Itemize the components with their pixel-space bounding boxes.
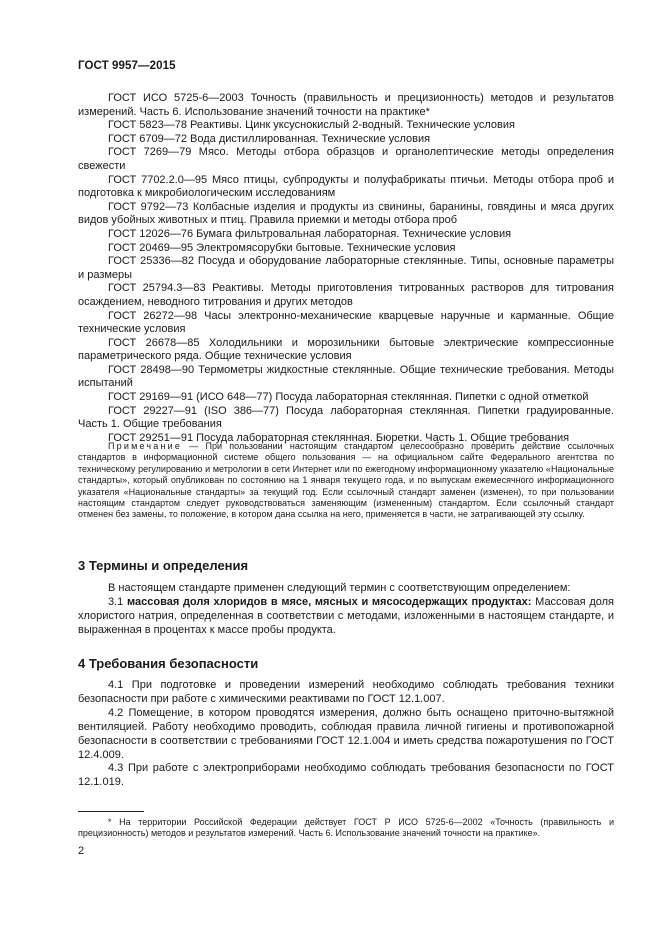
note-text: — При пользовании настоящим стандартом целесообразно проверить действие ссылочных стандартов в информационной системе общего пользования — на официальном сайте Федерального агентства по техническому регулированию и метрологии в сети Интернет или по ежегодному информационному указателю «Национальные стандарты», который опубликован по состоянию на 1 января текущего года, и по выпускам ежемесячного информационного указателя «Национальные стандарты» за текущий год. Если ссылочный стандарт заменен (изменен), то при пользовании настоящим стандартом следует руководствоваться заменяющим (измененным) стандартом. Если ссылочный стандарт отменен без замены, то положение, в котором дана ссылка на него, применяется в части, не затрагивающей эту ссылку. bbox=[78, 441, 614, 520]
page-number: 2 bbox=[78, 845, 85, 857]
reference-item: ГОСТ 29227—91 (ISO 386—77) Посуда лабораторная стеклянная. Пипетки градуированные. Часть 1. Общие требования bbox=[78, 404, 614, 431]
reference-item: ГОСТ 7269—79 Мясо. Методы отбора образцов и органолептические методы определения свежести bbox=[78, 146, 614, 172]
reference-item: ГОСТ 12026—76 Бумага фильтровальная лабораторная. Технические условия bbox=[108, 227, 512, 240]
term-number: 3.1 bbox=[108, 595, 128, 608]
reference-item: ГОСТ 29251—91 Посуда лабораторная стеклянная. Бюретки. Часть 1. Общие требования bbox=[108, 431, 570, 444]
term-name: массовая доля хлоридов в мясе, мясных и мясосодержащих продуктах: bbox=[127, 595, 532, 608]
document-header: ГОСТ 9957—2015 bbox=[78, 60, 176, 72]
reference-item: ГОСТ 20469—95 Электромясорубки бытовые. Технические условия bbox=[108, 241, 456, 254]
section-3-heading: 3 Термины и определения bbox=[78, 558, 249, 573]
safety-paragraph: 4.3 При работе с электроприборами необходимо соблюдать требования безопасности по ГОСТ 12.1.019. bbox=[78, 762, 614, 789]
section-4-heading: 4 Требования безопасности bbox=[78, 656, 259, 671]
safety-paragraph: 4.2 Помещение, в котором проводятся измерения, должно быть оснащено приточно-вытяжной вентиляцией. Работу необходимо проводить, соблюдая правила личной гигиены и противопожарной безопасности в соответствии с требованиями ГОСТ 12.1.004 и иметь средства пожаротушения по ГОСТ 12.4.009. bbox=[78, 706, 614, 761]
note-label: Примечание bbox=[108, 441, 183, 451]
reference-item: ГОСТ ИСО 5725-6—2003 Точность (правильность и прецизионность) методов и результатов измерений. Часть 6. Использование значений точности на практике* bbox=[78, 92, 614, 118]
footnote: * На территории Российской Федерации действует ГОСТ Р ИСО 5725-6—2002 «Точность (правильность и прецизионность) методов и результатов измерений. Часть 6. Использование значений точности на практике». bbox=[78, 817, 614, 839]
reference-item: ГОСТ 5823—78 Реактивы. Цинк уксуснокислый 2-водный. Технические условия bbox=[108, 119, 515, 132]
references-note bbox=[78, 441, 614, 521]
reference-item: ГОСТ 9792—73 Колбасные изделия и продукты из свинины, баранины, говядины и мяса других видов убойных животных и птиц. Правила приемки и методы отбора проб bbox=[78, 200, 614, 227]
reference-item: ГОСТ 28498—90 Термометры жидкостные стеклянные. Общие технические требования. Методы испытаний bbox=[78, 363, 614, 390]
reference-item: ГОСТ 25794.3—83 Реактивы. Методы приготовления титрованных растворов для титрования осаждением, неводного титрования и других методов bbox=[78, 282, 614, 308]
safety-paragraph: 4.1 При подготовке и проведении измерений необходимо соблюдать требования техники безопасности при работе с химическими реактивами по ГОСТ 12.1.007. bbox=[78, 679, 614, 705]
reference-item: ГОСТ 6709—72 Вода дистиллированная. Технические условия bbox=[108, 132, 431, 145]
term-definition bbox=[78, 596, 614, 638]
reference-item: ГОСТ 7702.2.0—95 Мясо птицы, субпродукты и полуфабрикаты птичьи. Методы отбора проб и подготовка к микробиологическим исследованиям bbox=[78, 173, 614, 200]
section-3-body bbox=[78, 582, 614, 638]
section-3-intro: В настоящем стандарте применен следующий термин с соответствующим определением: bbox=[108, 582, 571, 594]
section-4-body bbox=[78, 679, 614, 790]
footnote-divider bbox=[78, 811, 144, 812]
reference-item: ГОСТ 25336—82 Посуда и оборудование лабораторные стеклянные. Типы, основные параметры и размеры bbox=[78, 255, 614, 281]
reference-item: ГОСТ 29169—91 (ИСО 648—77) Посуда лабораторная стеклянная. Пипетки с одной отметкой bbox=[108, 391, 589, 404]
reference-item: ГОСТ 26272—98 Часы электронно-механические кварцевые наручные и карманные. Общие технические условия bbox=[78, 309, 614, 336]
term-definition-text: Массовая доля хлористого натрия, определенная в соответствии с методами, изложенными в настоящем стандарте, и выраженная в процентах к массе пробы продукта. bbox=[78, 595, 614, 636]
normative-references-list bbox=[78, 92, 614, 445]
reference-item: ГОСТ 26678—85 Холодильники и морозильники бытовые электрические компрессионные параметрического ряда. Общие технические условия bbox=[78, 336, 614, 363]
